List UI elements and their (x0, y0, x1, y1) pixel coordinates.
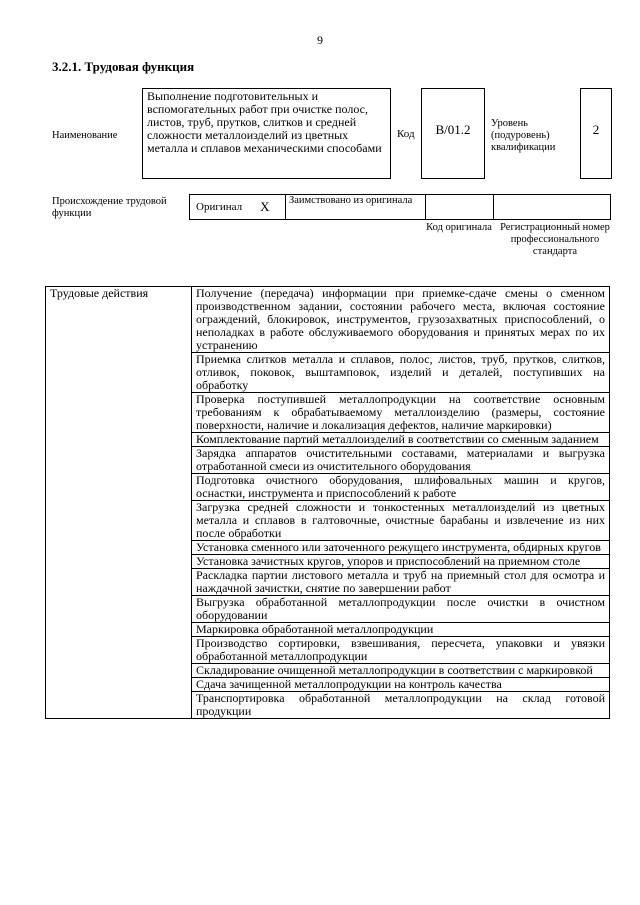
labor-actions-label: Трудовые действия (46, 287, 192, 719)
labor-action-item: Загрузка средней сложности и тонкостенных металлоизделий из цветных металла и сплавов в галтовочные, очистные барабаны и извлечение из них после обработки (192, 501, 610, 541)
origin-label (52, 196, 177, 220)
code-original-cell (426, 195, 494, 219)
labor-action-item: Установка сменного или заточенного режущего инструмента, обдирных кругов (192, 541, 610, 555)
qualification-level-label-text: Уровень (подуровень) квалификации (491, 118, 556, 153)
qualification-level-label (491, 118, 567, 154)
labor-action-item: Складирование очищенной металлопродукции в соответствии с маркировкой (192, 664, 610, 678)
page-number: 9 (317, 33, 323, 47)
labor-actions-body (46, 287, 610, 719)
table-row (46, 287, 610, 353)
labor-actions-table (45, 286, 610, 719)
labor-action-item: Зарядка аппаратов очистительными составами, материалами и выгрузка отработанной смеси из очистительного оборудования (192, 447, 610, 474)
code-label: Код (397, 128, 415, 140)
name-label: Наименование (52, 130, 118, 141)
reg-number-cell (494, 195, 610, 219)
origin-label-text: Происхождение трудовой функции (52, 196, 167, 219)
labor-action-item: Подготовка очистного оборудования, шлифовальных машин и кругов, оснастки, инструмента и приспособлений к работе (192, 474, 610, 501)
original-label: Оригинал (196, 201, 243, 213)
labor-action-item: Приемка слитков металла и сплавов, полос, листов, труб, прутков, слитков, отливок, поковок, выштамповок, изделий и деталей, поступивших на обработку (192, 353, 610, 393)
original-cell (190, 195, 286, 219)
code-value: B/01.2 (421, 88, 485, 179)
labor-action-item: Сдача зачищенной металлопродукции на контроль качества (192, 678, 610, 692)
origin-row (189, 194, 611, 220)
labor-action-item: Комплектование партий металлоизделий в соответствии со сменным заданием (192, 433, 610, 447)
original-mark: X (260, 199, 270, 214)
reg-number-label: Регистрационный номер профессионального стандарта (500, 222, 610, 257)
labor-action-item: Установка зачистных кругов, упоров и приспособлений на приемном столе (192, 555, 610, 569)
qualification-level-value: 2 (580, 88, 612, 179)
labor-action-item: Получение (передача) информации при приемке-сдаче смены о сменном производственном задании, состоянии рабочего места, включая состояние ограждений, блокировок, инструментов, грузозахватных приспособлений, о неполадках в работе обслуживаемого оборудования и принятых мерах по их устранению (192, 287, 610, 353)
code-original-label: Код оригинала (426, 222, 492, 233)
borrowed-cell: Заимствовано из оригинала (286, 195, 426, 219)
labor-action-item: Маркировка обработанной металлопродукции (192, 623, 610, 637)
labor-action-item: Проверка поступившей металлопродукции на соответствие основным требованиям к обрабатываемому металлоизделию (размеры, состояние поверхности, наличие и локализация дефектов, наличие маркировки) (192, 393, 610, 433)
labor-action-item: Раскладка партии листового металла и труб на приемный стол для осмотра и наждачной зачистки, снятие по завершении работ (192, 569, 610, 596)
labor-action-item: Транспортировка обработанной металлопродукции на склад готовой продукции (192, 692, 610, 719)
labor-action-item: Выгрузка обработанной металлопродукции после очистки в очистном оборудовании (192, 596, 610, 623)
function-name: Выполнение подготовительных и вспомогательных работ при очистке полос, листов, труб, прутков, слитков и средней сложности металлоизделий из цветных металла и сплавов механическими способами (142, 88, 391, 179)
section-heading: 3.2.1. Трудовая функция (52, 59, 195, 74)
labor-action-item: Производство сортировки, взвешивания, пересчета, упаковки и увязки обработанной металлопродукции (192, 637, 610, 664)
